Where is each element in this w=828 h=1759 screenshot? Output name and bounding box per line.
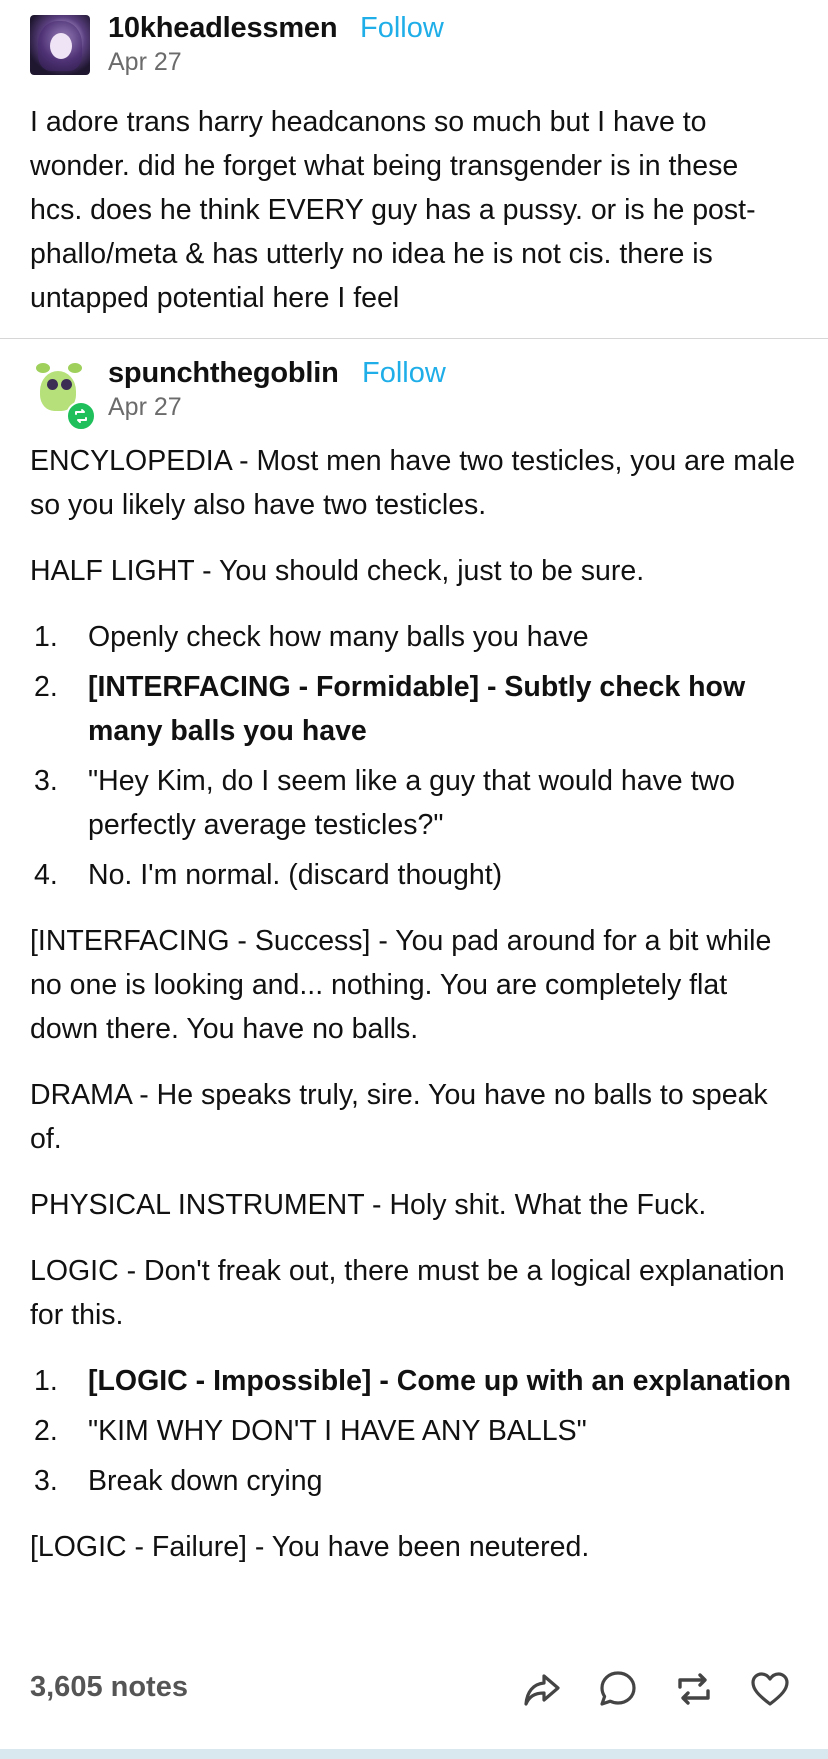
post-header	[0, 341, 828, 421]
list-text: [INTERFACING - Formidable] - Subtly check how many balls you have	[88, 671, 746, 747]
reply-icon[interactable]	[596, 1667, 640, 1711]
post-date[interactable]: Apr 27	[108, 393, 182, 421]
notes-count[interactable]: 3,605 notes	[30, 1671, 188, 1703]
like-icon[interactable]	[748, 1667, 792, 1711]
follow-button[interactable]: Follow	[360, 12, 444, 44]
paragraph: [INTERFACING - Success] - You pad around for a bit while no one is looking and... nothing. You are completely flat down there. You have no balls.	[30, 925, 772, 1045]
post-original	[0, 0, 828, 320]
username[interactable]: 10kheadlessmen	[108, 12, 338, 44]
list-text: "KIM WHY DON'T I HAVE ANY BALLS"	[88, 1415, 587, 1447]
list-item	[30, 1409, 796, 1453]
username[interactable]: spunchthegoblin	[108, 357, 339, 389]
paragraph: HALF LIGHT - You should check, just to be sure.	[30, 555, 645, 587]
list-item	[30, 615, 796, 659]
paragraph: DRAMA - He speaks truly, sire. You have no balls to speak of.	[30, 1079, 768, 1155]
list-number: 3.	[34, 765, 58, 797]
list-text: No. I'm normal. (discard thought)	[88, 859, 503, 891]
reblog-badge-icon	[66, 401, 96, 431]
post-header	[0, 0, 828, 80]
post-text: I adore trans harry headcanons so much but I have to wonder. did he forget what being transgender is in these hcs. does he think EVERY guy has a pussy. or is he post-phallo/meta & has utterly no idea he is not cis. there is untapped potential here I feel	[30, 106, 756, 314]
list-item	[30, 1359, 796, 1403]
post-body	[30, 80, 796, 320]
list-text: "Hey Kim, do I seem like a guy that would have two perfectly average testicles?"	[88, 765, 735, 841]
list-item	[30, 853, 796, 897]
reblog-icon[interactable]	[672, 1667, 716, 1711]
post-reblog	[0, 341, 828, 1569]
post-date[interactable]: Apr 27	[108, 48, 182, 76]
list-text: [LOGIC - Impossible] - Come up with an explanation	[88, 1365, 792, 1397]
post-body	[30, 421, 796, 1569]
paragraph: [LOGIC - Failure] - You have been neutered.	[30, 1531, 590, 1563]
list-number: 1.	[34, 621, 58, 653]
share-icon[interactable]	[520, 1667, 564, 1711]
divider	[0, 338, 828, 339]
post-footer	[0, 1655, 828, 1735]
option-list	[30, 615, 796, 897]
list-text: Openly check how many balls you have	[88, 621, 589, 653]
list-number: 1.	[34, 1365, 58, 1397]
list-text: Break down crying	[88, 1465, 323, 1497]
option-list	[30, 1359, 796, 1503]
list-number: 4.	[34, 859, 58, 891]
avatar[interactable]	[30, 15, 90, 75]
follow-button[interactable]: Follow	[362, 357, 446, 389]
list-number: 2.	[34, 1415, 58, 1447]
paragraph: PHYSICAL INSTRUMENT - Holy shit. What the Fuck.	[30, 1189, 707, 1221]
list-item	[30, 1459, 796, 1503]
list-number: 3.	[34, 1465, 58, 1497]
list-item	[30, 759, 796, 847]
bottom-bar	[0, 1749, 828, 1759]
list-number: 2.	[34, 671, 58, 703]
paragraph: ENCYLOPEDIA - Most men have two testicles, you are male so you likely also have two testicles.	[30, 445, 796, 521]
paragraph: LOGIC - Don't freak out, there must be a logical explanation for this.	[30, 1255, 785, 1331]
list-item	[30, 665, 796, 753]
